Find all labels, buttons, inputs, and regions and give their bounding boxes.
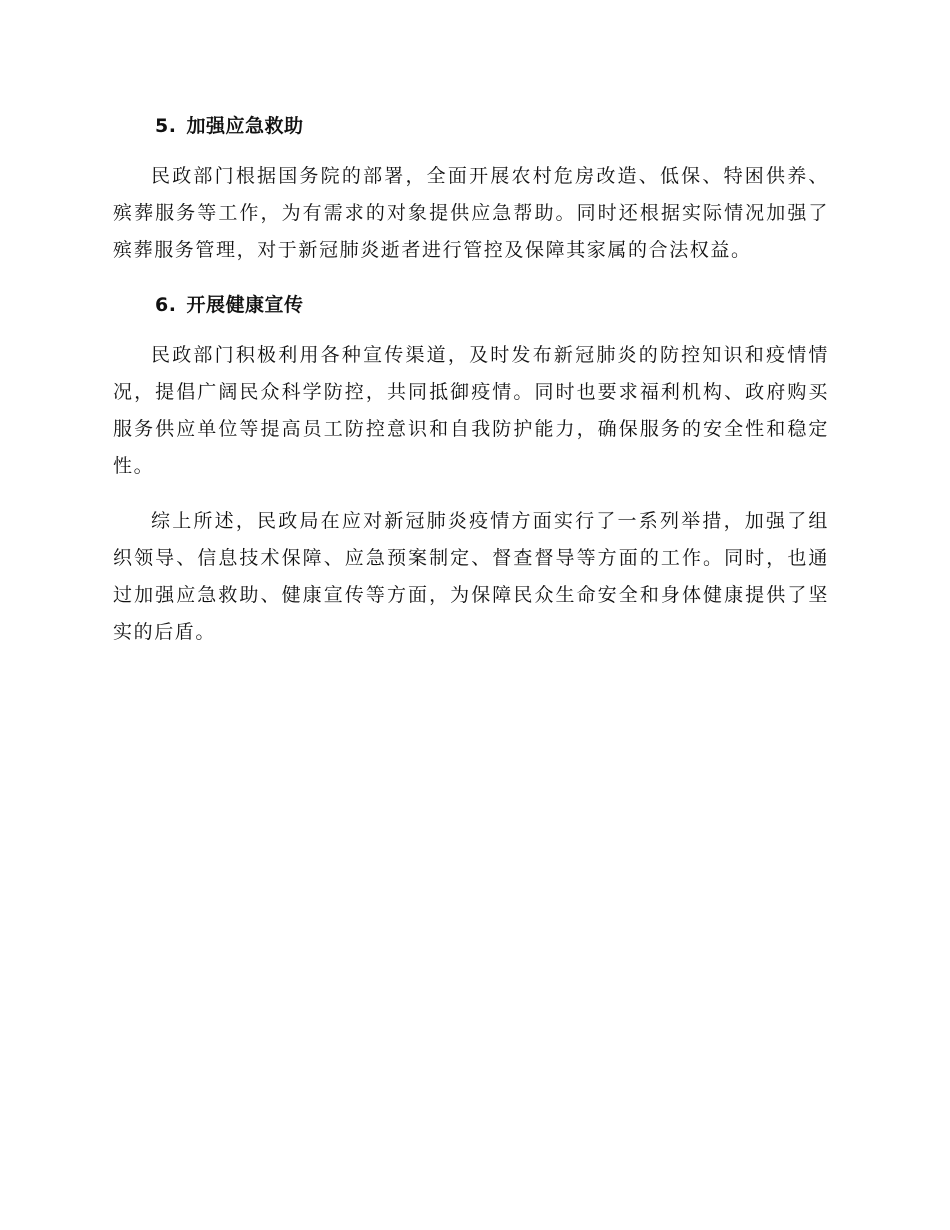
section-heading [113, 287, 829, 323]
section-health-promotion [113, 287, 829, 485]
section-number: 5. [155, 115, 177, 137]
section-number: 6. [155, 294, 177, 316]
section-title: 加强应急救助 [186, 115, 304, 137]
summary-paragraph: 综上所述，民政局在应对新冠肺炎疫情方面实行了一系列举措，加强了组织领导、信息技术保障、应急预案制定、督查督导等方面的工作。同时，也通过加强应急救助、健康宣传等方面，为保障民众生命安全和身体健康提供了坚实的后盾。 [113, 510, 829, 643]
section-emergency-relief [113, 108, 829, 269]
document-body [113, 108, 829, 651]
section-paragraph: 民政部门根据国务院的部署，全面开展农村危房改造、低保、特困供养、殡葬服务等工作，为有需求的对象提供应急帮助。同时还根据实际情况加强了殡葬服务管理，对于新冠肺炎逝者进行管控及保障其家属的合法权益。 [113, 165, 829, 261]
section-paragraph: 民政部门积极利用各种宣传渠道，及时发布新冠肺炎的防控知识和疫情情况，提倡广阔民众科学防控，共同抵御疫情。同时也要求福利机构、政府购买服务供应单位等提高员工防控意识和自我防护能力，确保服务的安全性和稳定性。 [113, 344, 829, 477]
section-heading [113, 108, 829, 144]
section-title: 开展健康宣传 [186, 294, 304, 316]
